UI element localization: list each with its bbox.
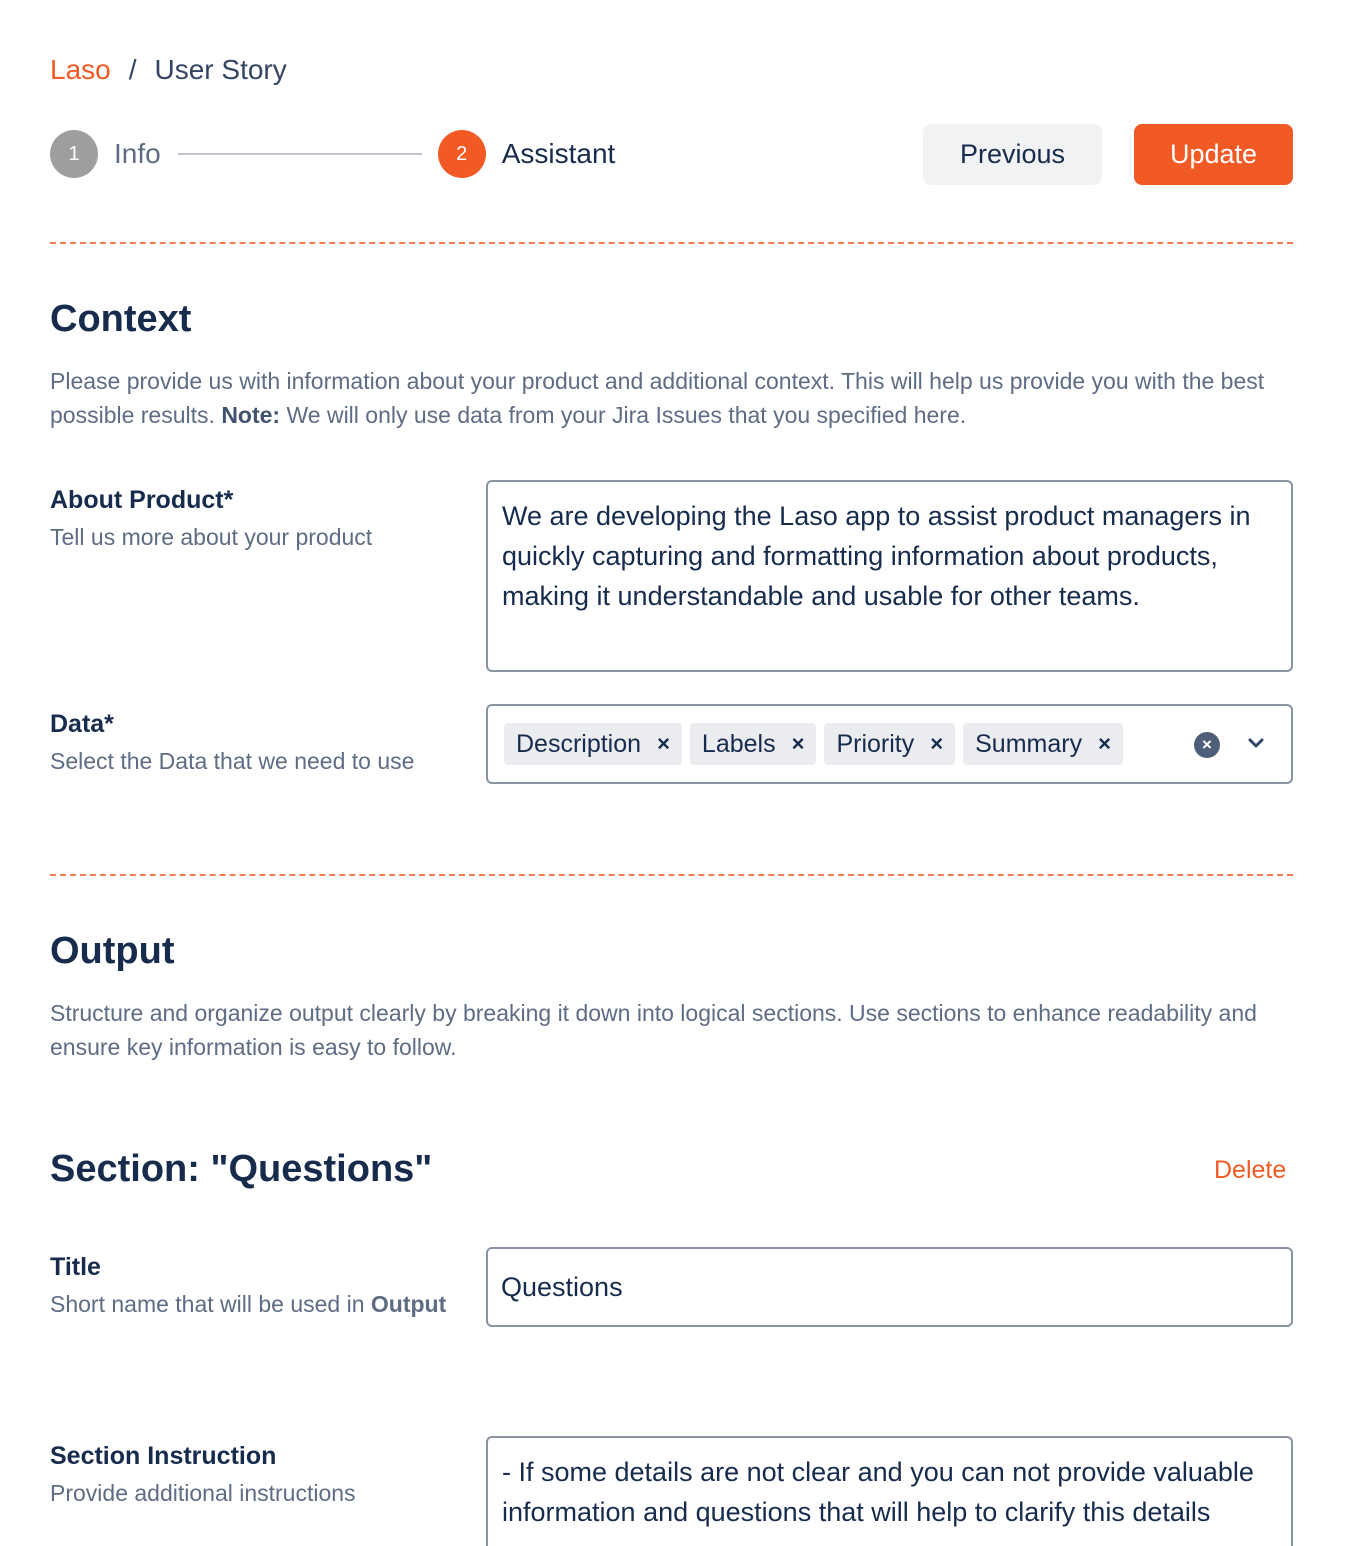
context-description-text: Please provide us with information about your product and additional context. This will help us provide you with the best possible results. [50, 368, 1265, 428]
title-field-help [50, 1287, 450, 1321]
data-tag-label: Priority [836, 729, 915, 758]
about-product-textarea[interactable] [486, 480, 1293, 672]
data-label: Data* [50, 710, 114, 738]
breadcrumb-current: User Story [154, 54, 287, 85]
about-product-help: Tell us more about your product [50, 524, 373, 550]
delete-section-button[interactable]: Delete [1214, 1156, 1287, 1184]
remove-tag-icon[interactable]: × [1098, 731, 1111, 756]
step-1-indicator[interactable]: 1 [50, 130, 98, 178]
step-2-label[interactable]: Assistant [501, 138, 616, 169]
title-field-help-text: Short name that will be used in [50, 1291, 371, 1317]
title-input-value: Questions [501, 1272, 623, 1302]
about-product-value: We are developing the Laso app to assist product managers in quickly capturing and formatting information about products, making it understandable and usable for other teams. [502, 501, 1251, 611]
remove-tag-icon[interactable]: × [930, 731, 944, 756]
data-tag [504, 723, 682, 765]
title-input[interactable] [486, 1247, 1293, 1327]
title-field-help-bold: Output [370, 1291, 447, 1317]
data-tag-label: Summary [975, 729, 1083, 758]
context-description-note: We will only use data from your Jira Issues that you specified here. [280, 402, 967, 428]
context-description [50, 364, 1293, 432]
section-instruction-help: Provide additional instructions [50, 1480, 356, 1506]
section-instruction-label: Section Instruction [50, 1442, 277, 1470]
chevron-down-icon[interactable] [1244, 728, 1268, 758]
previous-button[interactable]: Previous [923, 124, 1102, 185]
data-help: Select the Data that we need to use [50, 748, 415, 774]
breadcrumb-separator: / [128, 54, 137, 85]
section-divider [50, 242, 1293, 244]
context-note-label: Note: [221, 402, 281, 428]
data-tag-list [488, 706, 1291, 782]
data-multiselect[interactable] [486, 704, 1293, 784]
data-tag [963, 723, 1123, 765]
output-description: Structure and organize output clearly by breaking it down into logical sections. Use sections to enhance readability and ensure key information is easy to follow. [50, 1000, 1257, 1060]
about-product-label: About Product* [50, 486, 234, 514]
data-tag-label: Labels [701, 729, 776, 758]
stepper [50, 130, 615, 178]
title-field-label: Title [50, 1253, 101, 1281]
step-2-indicator[interactable]: 2 [438, 130, 486, 178]
stepper-connector [178, 153, 422, 155]
context-heading: Context [50, 298, 192, 340]
section-instruction-textarea[interactable] [486, 1436, 1293, 1546]
remove-tag-icon[interactable]: × [657, 731, 670, 756]
breadcrumb [50, 52, 287, 88]
data-tag [690, 723, 817, 765]
data-tag [824, 723, 955, 765]
output-heading: Output [50, 930, 175, 972]
update-button[interactable]: Update [1134, 124, 1293, 185]
section-instruction-value: - If some details are not clear and you can not provide valuable information and questions that will help to clarify this details [502, 1457, 1254, 1527]
clear-all-icon[interactable]: × [1194, 732, 1220, 758]
section-divider [50, 874, 1293, 876]
breadcrumb-root-link[interactable]: Laso [50, 54, 111, 85]
step-1-label[interactable]: Info [114, 138, 161, 169]
remove-tag-icon[interactable]: × [791, 731, 805, 756]
data-tag-label: Description [516, 729, 642, 758]
section-heading: Section: "Questions" [50, 1148, 433, 1190]
